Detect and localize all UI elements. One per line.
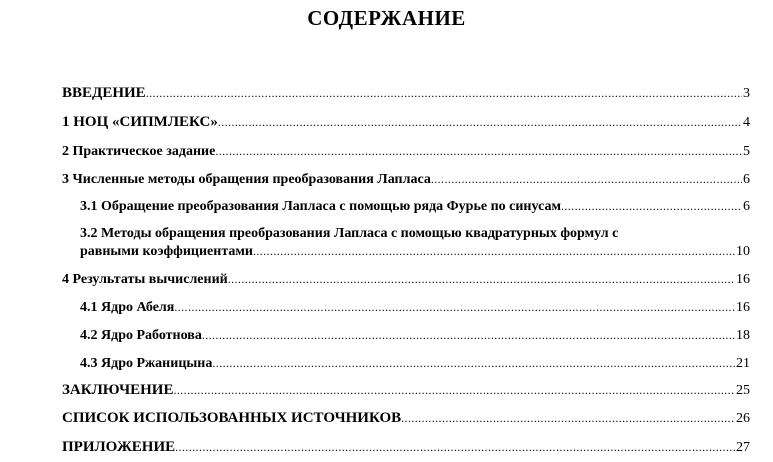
- toc-page-number: 5: [743, 144, 750, 159]
- toc-entry-conclusion[interactable]: [62, 382, 750, 399]
- toc-leader-dots: [146, 85, 742, 102]
- toc-entry-section-1[interactable]: [62, 114, 750, 131]
- toc-entry-section-3[interactable]: [62, 171, 750, 188]
- toc-entry-section-3-1[interactable]: [80, 198, 750, 215]
- toc-page-number: 21: [736, 356, 750, 371]
- toc-entry-text: 4.3 Ядро Ржаницына: [80, 356, 213, 371]
- toc-page-number: 25: [736, 383, 750, 398]
- toc-entry-section-3-2[interactable]: [80, 243, 750, 260]
- toc-leader-dots: [202, 327, 735, 344]
- toc-leader-dots: [175, 439, 735, 456]
- toc-entry-text: ПРИЛОЖЕНИЕ: [62, 439, 176, 455]
- toc-entry-text: 4 Результаты вычислений: [62, 272, 228, 287]
- toc-entry-text: ВВЕДЕНИЕ: [62, 85, 146, 101]
- toc-page-number: 4: [743, 115, 750, 130]
- toc-page-number: 3: [743, 86, 750, 101]
- toc-leader-dots: [212, 355, 735, 372]
- toc-entry-section-4-2[interactable]: [80, 327, 750, 344]
- toc-leader-dots: [253, 243, 735, 260]
- toc-page-number: 16: [736, 272, 750, 287]
- toc-entry-text: ЗАКЛЮЧЕНИЕ: [62, 382, 174, 398]
- toc-page-number: 6: [743, 199, 750, 214]
- toc-leader-dots: [561, 198, 742, 215]
- toc-leader-dots: [174, 299, 735, 316]
- toc-entry-text: 4.1 Ядро Абеля: [80, 300, 175, 315]
- toc-entry-text: 3.1 Обращение преобразования Лапласа с помощью ряда Фурье по синусам: [80, 199, 561, 214]
- toc-entry-section-4-3[interactable]: [80, 355, 750, 372]
- toc-page-number: 27: [736, 440, 750, 455]
- toc-entry-text: СПИСОК ИСПОЛЬЗОВАННЫХ ИСТОЧНИКОВ: [62, 410, 402, 426]
- toc-entry-section-3-2-line1[interactable]: 3.2 Методы обращения преобразования Лапласа с помощью квадратурных формул с: [80, 226, 619, 241]
- toc-leader-dots: [228, 271, 735, 288]
- toc-page-number: 6: [743, 172, 750, 187]
- toc-entry-section-4-1[interactable]: [80, 299, 750, 316]
- toc-leader-dots: [173, 382, 735, 399]
- toc-entry-text: 2 Практическое задание: [62, 144, 216, 159]
- toc-entry-text: 1 НОЦ «СИПМЛЕКС»: [62, 114, 218, 130]
- toc-entry-references[interactable]: [62, 410, 750, 427]
- toc-page-number: 26: [736, 411, 750, 426]
- toc-entry-text: равными коэффициентами: [80, 244, 253, 259]
- toc-entry-introduction[interactable]: [62, 85, 750, 102]
- toc-page-number: 10: [736, 244, 750, 259]
- toc-entry-section-4[interactable]: [62, 271, 750, 288]
- toc-leader-dots: [215, 143, 742, 160]
- toc-entry-section-2[interactable]: [62, 143, 750, 160]
- toc-leader-dots: [431, 171, 742, 188]
- page-title: СОДЕРЖАНИЕ: [307, 6, 466, 30]
- toc-leader-dots: [218, 114, 742, 131]
- toc-entry-text: 4.2 Ядро Работнова: [80, 328, 202, 343]
- toc-leader-dots: [401, 410, 735, 427]
- toc-entry-appendix[interactable]: [62, 439, 750, 456]
- toc-entry-text: 3 Численные методы обращения преобразования Лапласа: [62, 172, 431, 187]
- toc-page-number: 18: [736, 328, 750, 343]
- toc-page-number: 16: [736, 300, 750, 315]
